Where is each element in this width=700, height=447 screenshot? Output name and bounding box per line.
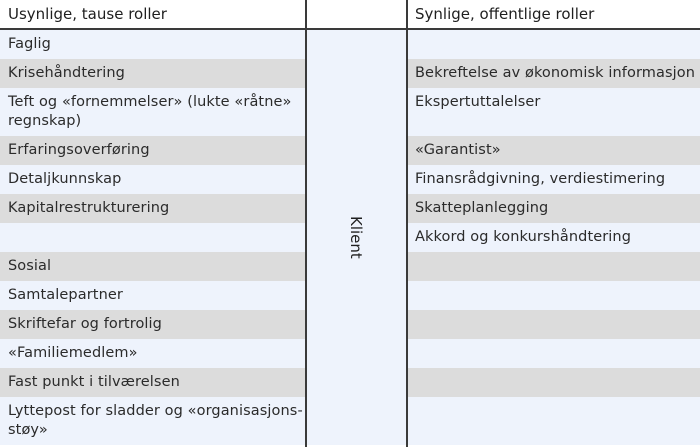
cell-right xyxy=(407,30,700,59)
cell-left: Skriftefar og fortrolig xyxy=(0,310,305,339)
cell-right xyxy=(407,339,700,368)
cell-right xyxy=(407,281,700,310)
cell-right: Skatteplanlegging xyxy=(407,194,700,223)
cell-left: Samtalepartner xyxy=(0,281,305,310)
header-middle xyxy=(305,0,407,30)
cell-left: Krisehåndtering xyxy=(0,59,305,88)
cell-right: «Garantist» xyxy=(407,136,700,165)
middle-label: Klient xyxy=(347,216,365,259)
cell-left: Detaljkunnskap xyxy=(0,165,305,194)
cell-left: Lyttepost for sladder og «organisasjons-støy» xyxy=(0,397,305,445)
cell-right: Ekspertuttalelser xyxy=(407,88,700,136)
header-right: Synlige, offentlige roller xyxy=(407,0,700,30)
column-separator-right xyxy=(406,0,408,447)
cell-right xyxy=(407,397,700,445)
cell-right xyxy=(407,252,700,281)
cell-left: Teft og «fornemmelser» (lukte «råtne» regnskap) xyxy=(0,88,305,136)
cell-left: Sosial xyxy=(0,252,305,281)
cell-left: Erfaringsoverføring xyxy=(0,136,305,165)
cell-left xyxy=(0,223,305,252)
cell-right: Akkord og konkurshåndtering xyxy=(407,223,700,252)
cell-right xyxy=(407,368,700,397)
cell-right: Finansrådgivning, verdiestimering xyxy=(407,165,700,194)
cell-left: Faglig xyxy=(0,30,305,59)
middle-column xyxy=(305,30,407,445)
header-left: Usynlige, tause roller xyxy=(0,0,305,30)
cell-left: «Familiemedlem» xyxy=(0,339,305,368)
cell-left: Kapitalrestrukturering xyxy=(0,194,305,223)
cell-right xyxy=(407,310,700,339)
column-separator-left xyxy=(305,0,307,447)
cell-left: Fast punkt i tilværelsen xyxy=(0,368,305,397)
cell-right: Bekreftelse av økonomisk informasjon xyxy=(407,59,700,88)
